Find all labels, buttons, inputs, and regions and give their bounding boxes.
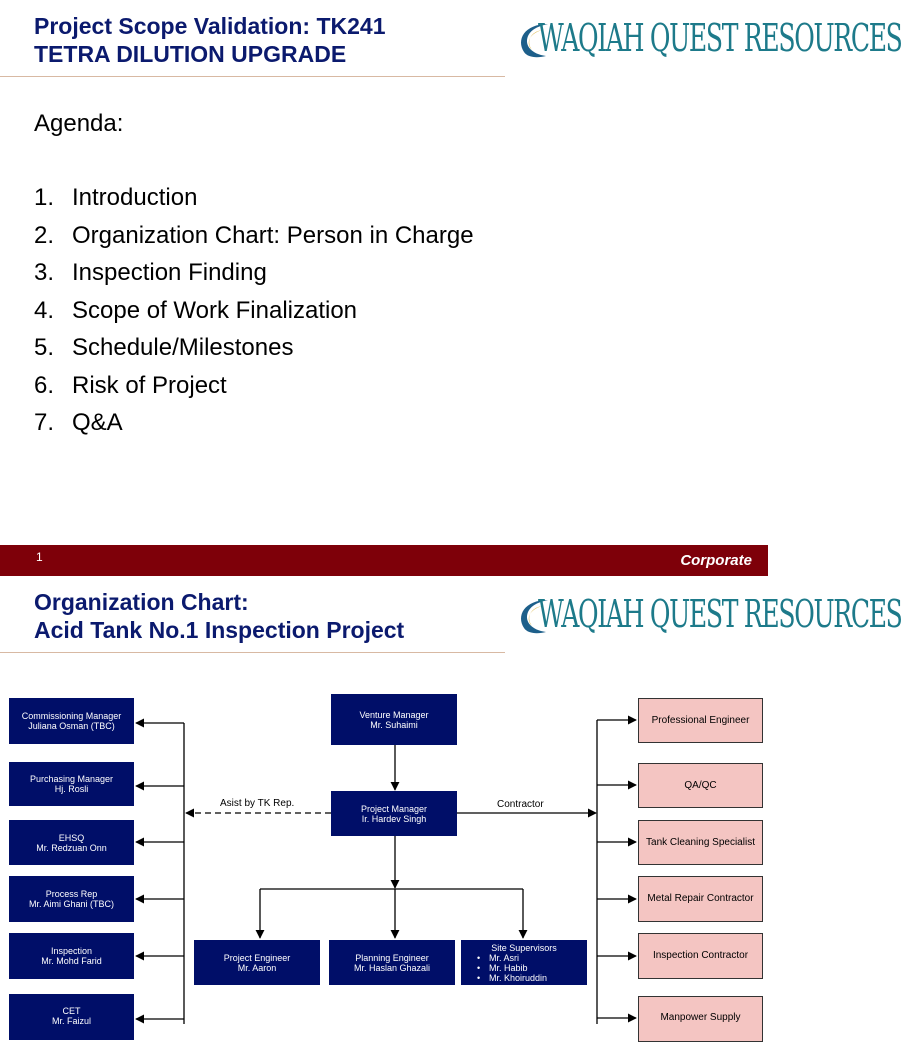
org-box-label: Inspection Contractor: [652, 950, 749, 961]
org-box-role: Commissioning Manager: [21, 711, 122, 721]
contractor-label: Contractor: [497, 799, 544, 810]
agenda-item-label: Risk of Project: [72, 371, 227, 399]
org-box-role: Venture Manager: [359, 709, 429, 720]
org-box-label: Metal Repair Contractor: [647, 893, 754, 904]
slide-2: [0, 576, 902, 1026]
agenda-item-number: 5.: [34, 334, 55, 361]
org-box-qa-qc: [638, 763, 763, 808]
agenda-item: [34, 220, 474, 258]
agenda-item: [34, 295, 474, 333]
agenda-item: [34, 182, 474, 220]
org-box-name: Juliana Osman (TBC): [28, 721, 115, 731]
org-box-label: Tank Cleaning Specialist: [646, 836, 755, 848]
org-box-process-rep: [9, 876, 134, 922]
org-box-role: CET: [62, 1006, 81, 1016]
org-box-label: QA/QC: [684, 779, 717, 791]
footer-bar: [0, 545, 768, 576]
agenda-item-number: 4.: [34, 296, 55, 324]
org-box-metal-repair-contractor: [638, 876, 763, 922]
agenda-item-number: 6.: [34, 371, 55, 399]
agenda-item: [34, 407, 474, 445]
org-box-professional-engineer: [638, 698, 763, 743]
agenda-item-label: Q&A: [72, 409, 123, 436]
org-box-role: Purchasing Manager: [29, 774, 114, 784]
org-box-role: Planning Engineer: [355, 952, 429, 963]
org-box-inspection: [9, 933, 134, 979]
org-box-inspection-contractor: [638, 933, 763, 979]
org-box-role: EHSQ: [58, 832, 85, 843]
agenda-item-label: Organization Chart: Person in Charge: [72, 221, 474, 249]
footer-label: Corporate: [680, 552, 752, 569]
logo-text: WAQIAH QUEST RESOURCES: [538, 592, 902, 636]
company-logo: [512, 10, 902, 68]
org-box-commissioning-manager: [9, 698, 134, 744]
title-rule: [0, 76, 505, 77]
page-number: 1: [36, 550, 43, 564]
org-box-name: Hj. Rosli: [54, 784, 89, 794]
org-box-name: Mr. Aaron: [237, 962, 277, 973]
org-box-label: Professional Engineer: [651, 714, 750, 726]
org-box-planning-engineer: [329, 940, 455, 985]
agenda-item: [34, 332, 474, 370]
agenda-item-number: 2.: [34, 221, 55, 249]
assist-label: Asist by TK Rep.: [220, 798, 295, 809]
org-box-manpower-supply: [638, 996, 763, 1042]
agenda-list: [34, 182, 474, 445]
slide-1-title-line-2: TETRA DILUTION UPGRADE: [34, 41, 347, 67]
org-box-purchasing-manager: [9, 762, 134, 806]
org-box-ehsq: [9, 820, 134, 865]
supervisor-name: • Mr. Habib: [489, 963, 528, 973]
slide-2-title-line-2: Acid Tank No.1 Inspection Project: [34, 617, 405, 643]
org-box-name: Mr. Aimi Ghani (TBC): [28, 899, 114, 909]
agenda-item: [34, 370, 474, 408]
org-box-role: Site Supervisors: [491, 942, 557, 953]
org-box-name: Mr. Mohd Farid: [41, 956, 102, 966]
org-box-tank-cleaning-specialist: [638, 820, 763, 865]
org-box-name: Mr. Faizul: [51, 1016, 91, 1026]
org-box-name: Mr. Redzuan Onn: [36, 842, 107, 853]
org-box-project-engineer: [194, 940, 320, 985]
org-box-role: Inspection: [50, 946, 93, 956]
slide-1-title-line-1: Project Scope Validation: TK241: [34, 13, 386, 39]
agenda-item-number: 7.: [34, 409, 55, 436]
agenda-title: Agenda:: [34, 110, 124, 137]
agenda-item-label: Schedule/Milestones: [72, 334, 294, 361]
logo-text: WAQIAH QUEST RESOURCES: [538, 16, 902, 60]
agenda-item-label: Inspection Finding: [72, 259, 267, 286]
supervisor-name: • Mr. Asri: [489, 953, 519, 963]
agenda-item-label: Introduction: [72, 184, 198, 211]
org-box-role: Project Manager: [360, 803, 428, 814]
org-box-name: Mr. Suhaimi: [370, 719, 418, 730]
slide-1-title: [34, 12, 386, 68]
slide-2-title-line-1: Organization Chart:: [34, 589, 249, 615]
agenda-item: [34, 257, 474, 295]
org-box-role: Process Rep: [45, 889, 98, 899]
org-box-name: Ir. Hardev Singh: [361, 813, 427, 824]
org-box-project-manager: [331, 791, 457, 836]
org-box-venture-manager: [331, 694, 457, 745]
agenda-item-label: Scope of Work Finalization: [72, 296, 358, 324]
org-box-cet: [9, 994, 134, 1040]
org-box-name: Mr. Haslan Ghazali: [353, 962, 431, 973]
supervisor-name: • Mr. Khoiruddin: [489, 973, 547, 983]
org-box-role: Project Engineer: [223, 952, 291, 963]
org-box-label: Manpower Supply: [660, 1012, 741, 1023]
org-box-site-supervisors: [461, 940, 587, 985]
agenda-item-number: 1.: [34, 184, 55, 211]
agenda-item-number: 3.: [34, 259, 55, 286]
